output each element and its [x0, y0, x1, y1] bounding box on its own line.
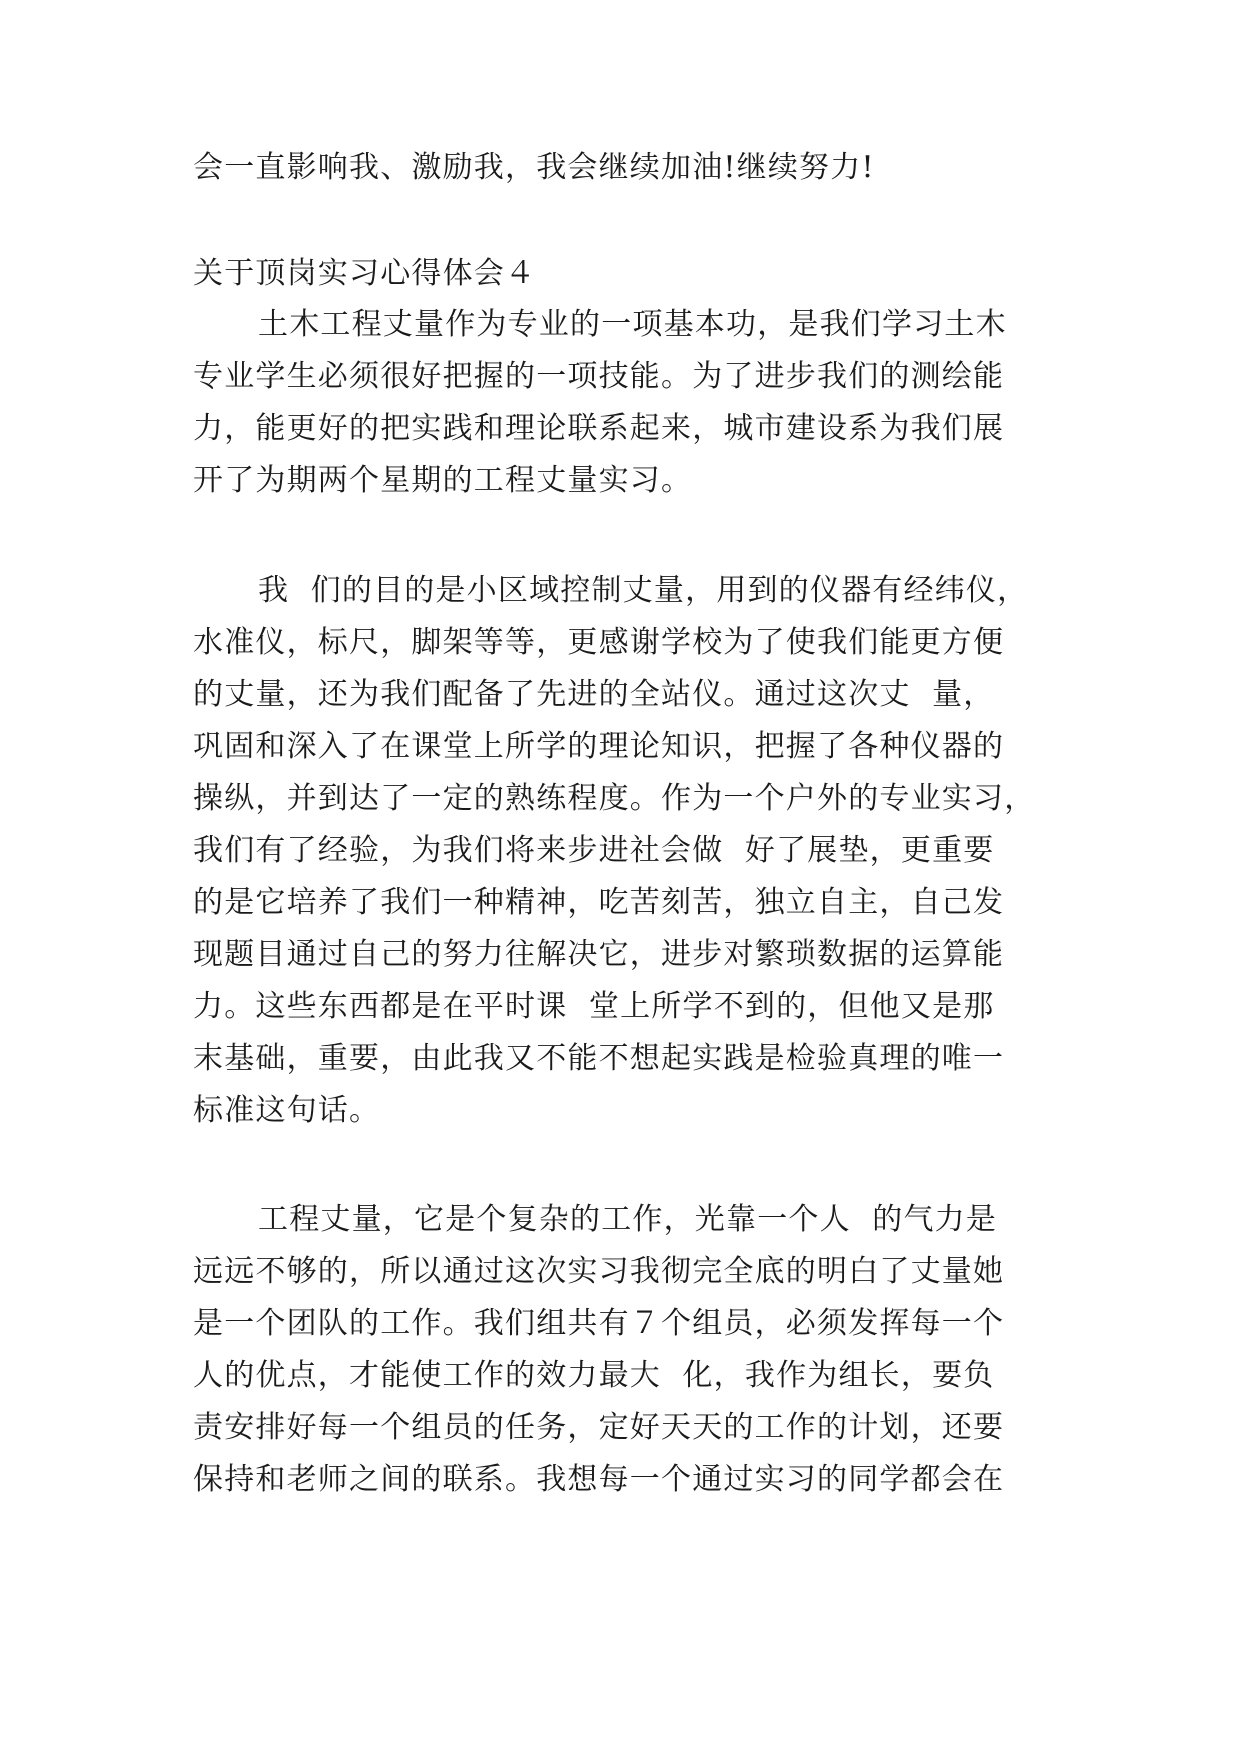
paragraph-1-line-4: 开了为期两个星期的工程丈量实习。	[193, 463, 693, 498]
continuation-line: 会一直影响我、激励我，我会继续加油!继续努力!	[193, 150, 875, 185]
paragraph-2-line-5: 操纵，并到达了一定的熟练程度。作为一个户外的专业实习，	[193, 781, 1036, 816]
paragraph-2-line-7: 的是它培养了我们一种精神，吃苦刻苦，独立自主，自己发	[193, 885, 1005, 920]
paragraph-3-line-3: 是一个团队的工作。我们组共有７个组员，必须发挥每一个	[193, 1306, 1005, 1341]
paragraph-3-line-4: 人的优点，才能使工作的效力最大 化，我作为组长，要负	[193, 1358, 995, 1393]
paragraph-3-line-5: 责安排好每一个组员的任务，定好天天的工作的计划，还要	[193, 1410, 1005, 1445]
paragraph-1-line-1: 土木工程丈量作为专业的一项基本功，是我们学习土木	[258, 307, 1007, 342]
paragraph-3-line-1: 工程丈量，它是个复杂的工作，光靠一个人 的气力是	[258, 1202, 998, 1237]
paragraph-2-line-11: 标准这句话。	[193, 1093, 381, 1128]
paragraph-2-line-1: 我 们的目的是小区域控制丈量，用到的仪器有经纬仪，	[258, 573, 1029, 608]
paragraph-2-line-2: 水准仪，标尺，脚架等等，更感谢学校为了使我们能更方便	[193, 625, 1005, 660]
section-heading: 关于顶岗实习心得体会４	[193, 256, 537, 291]
paragraph-1-line-2: 专业学生必须很好把握的一项技能。为了进步我们的测绘能	[193, 359, 1005, 394]
paragraph-2-line-9: 力。这些东西都是在平时课 堂上所学不到的，但他又是那	[193, 989, 995, 1024]
paragraph-2-line-8: 现题目通过自己的努力往解决它，进步对繁琐数据的运算能	[193, 937, 1005, 972]
paragraph-3-line-2: 远远不够的，所以通过这次实习我彻完全底的明白了丈量她	[193, 1254, 1005, 1289]
paragraph-2-line-6: 我们有了经验，为我们将来步进社会做 好了展垫，更重要	[193, 833, 995, 868]
paragraph-1-line-3: 力，能更好的把实践和理论联系起来，城市建设系为我们展	[193, 411, 1005, 446]
paragraph-2-line-10: 末基础，重要，由此我又不能不想起实践是检验真理的唯一	[193, 1041, 1005, 1076]
paragraph-3-line-6: 保持和老师之间的联系。我想每一个通过实习的同学都会在	[193, 1462, 1005, 1497]
paragraph-2-line-3: 的丈量，还为我们配备了先进的全站仪。通过这次丈 量，	[193, 677, 995, 712]
paragraph-2-line-4: 巩固和深入了在课堂上所学的理论知识，把握了各种仪器的	[193, 729, 1005, 764]
